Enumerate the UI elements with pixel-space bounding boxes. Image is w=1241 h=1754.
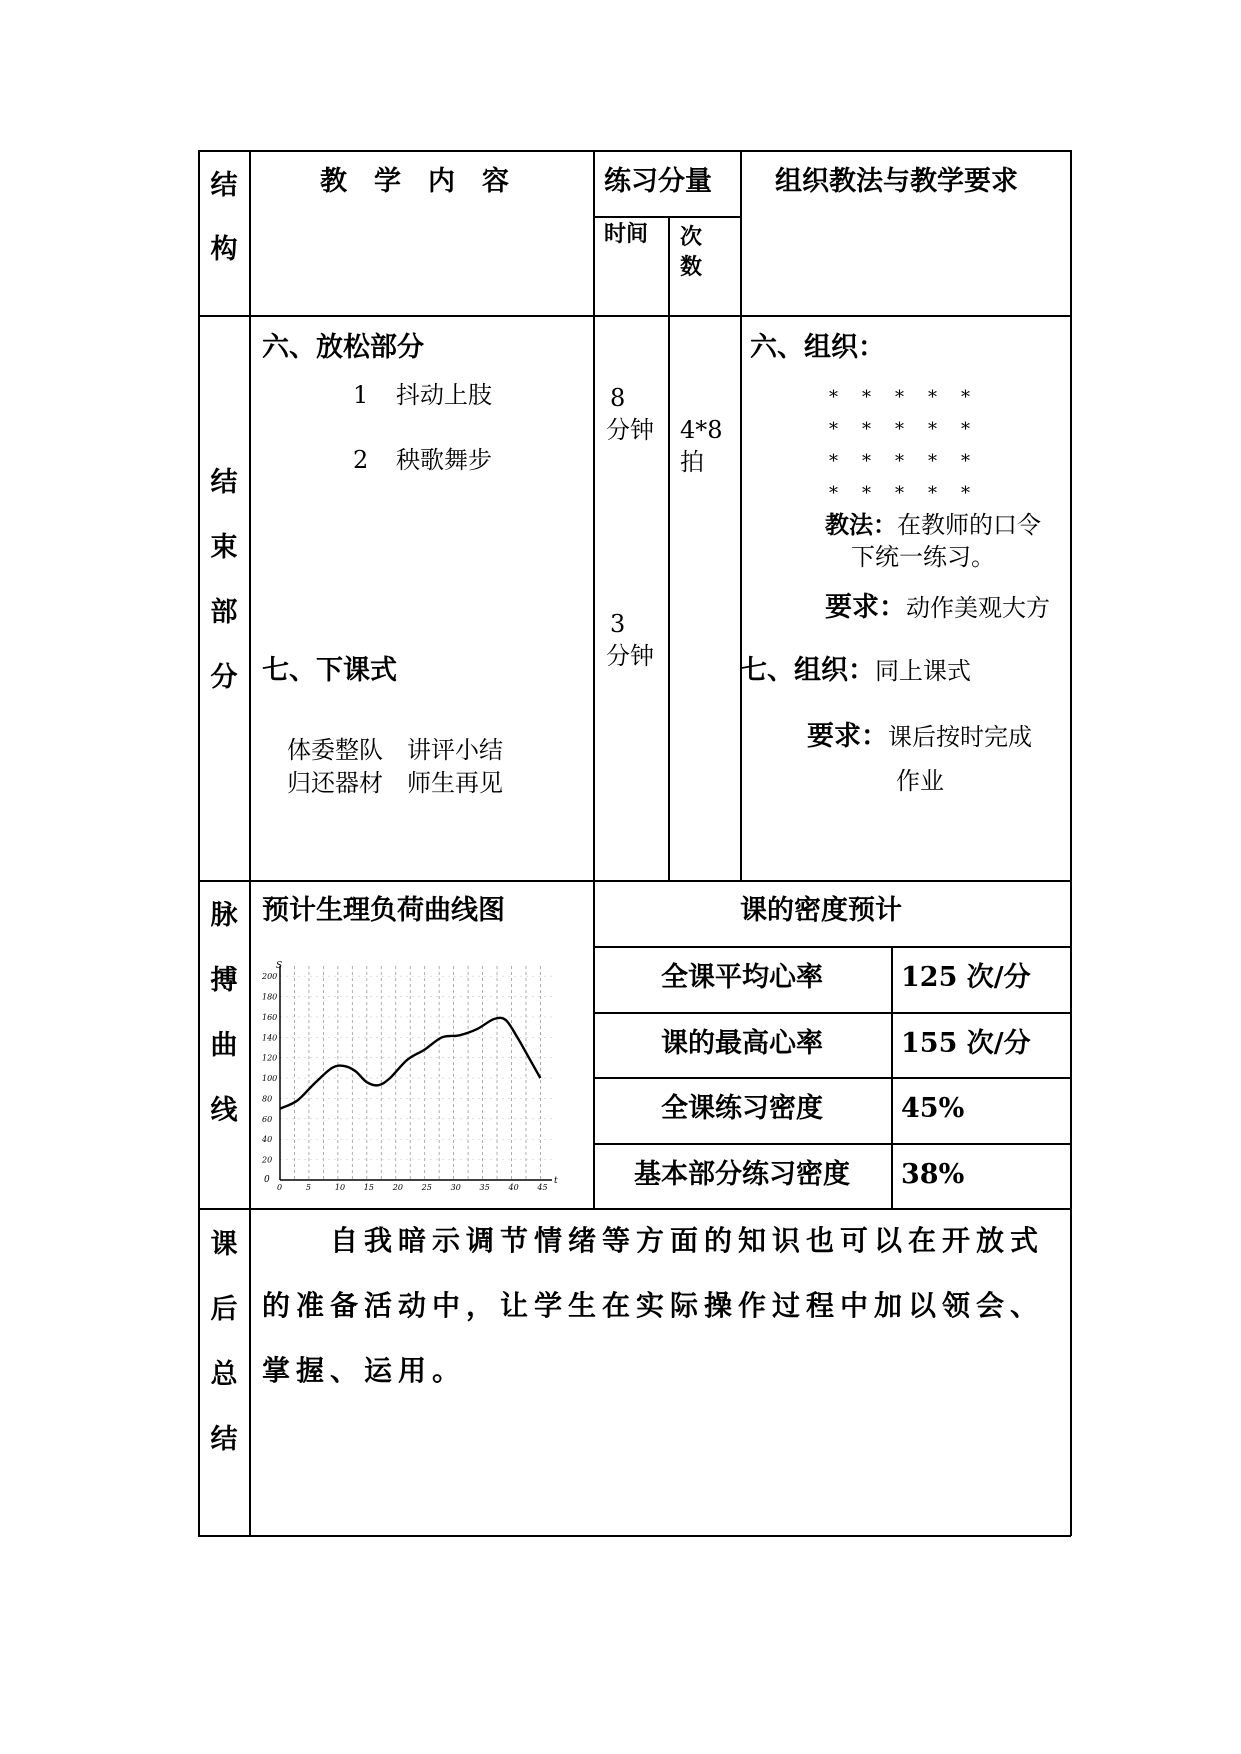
time-header: 时间: [604, 221, 649, 247]
dismiss-title: 七、下课式: [262, 655, 397, 686]
time-column-line: [668, 216, 670, 881]
summary-text: 自我暗示调节情绪等方面的知识也可以在开放式的准备活动中，让学生在实际操作过程中加以领会、掌握、运用。: [262, 1224, 1045, 1387]
x-axis-label: t: [554, 1176, 558, 1186]
density-row-value: 155 次/分: [901, 1028, 1031, 1059]
formation-row: * * * * *: [829, 451, 970, 472]
y-tick-label: 20: [262, 1155, 273, 1165]
x-tick-label: 40: [508, 1183, 519, 1191]
count-column-line: [740, 150, 742, 881]
relax-time: 8 分钟: [606, 384, 654, 444]
density-title-line: [593, 946, 1071, 948]
y-tick-label: 160: [262, 1012, 278, 1022]
end-section-label: 结 束 部 分: [210, 467, 238, 693]
count-header: 次 数: [680, 224, 703, 280]
relax-item-1: 抖动上肢: [396, 381, 492, 409]
y-axis-label: S: [276, 961, 283, 971]
org6-title: 六、组织：: [750, 332, 885, 363]
x-tick-label: 5: [305, 1183, 312, 1191]
req7-line-2: 作业: [896, 767, 944, 795]
x-tick-label: 15: [363, 1183, 374, 1191]
density-row-line-1: [593, 1012, 1071, 1014]
formation-row: * * * * *: [829, 483, 970, 504]
amount-split-line: [593, 216, 741, 218]
method-header: 组织教法与教学要求: [775, 166, 1018, 197]
density-row-value: 45%: [901, 1093, 965, 1124]
y-tick-label: 140: [262, 1033, 278, 1043]
method-line-1: 教法：在教师的口令: [825, 510, 1041, 539]
end-section-bottom-line: [198, 880, 1071, 882]
chart-grid: [280, 966, 552, 1180]
pulse-section-label: 脉 搏 曲 线: [210, 900, 238, 1126]
x-tick-label: 10: [334, 1183, 346, 1191]
y-tick-label: 40: [262, 1135, 273, 1145]
label-column-line: [249, 150, 251, 1536]
y-tick-label: 180: [262, 992, 278, 1002]
x-tick-label: 35: [479, 1183, 490, 1191]
heart-rate-curve-chart: [258, 958, 560, 1191]
table-border-right: [1070, 150, 1072, 1536]
x-tick-label: 25: [421, 1183, 432, 1191]
dismiss-item-1: 体委整队 讲评小结: [287, 736, 503, 764]
density-row-name: 课的最高心率: [661, 1028, 823, 1059]
req7-line-1: 要求：课后按时完成: [807, 721, 1032, 752]
table-border-top: [198, 150, 1071, 152]
table-border-bottom: [198, 1535, 1071, 1537]
relax-item-num-2: 2: [353, 446, 369, 474]
relax-item-2: 秧歌舞步: [396, 446, 492, 474]
content-header: 教 学 内 容: [320, 166, 509, 197]
relax-title: 六、放松部分: [262, 332, 424, 363]
dismiss-time: 3 分钟: [606, 610, 654, 670]
method-line-2: 下统一练习。: [851, 543, 995, 571]
formation-row: * * * * *: [829, 419, 970, 440]
y-tick-label: 60: [262, 1114, 273, 1124]
x-tick-label: 45: [537, 1183, 548, 1191]
curve-title: 预计生理负荷曲线图: [262, 895, 505, 926]
density-row-line-2: [593, 1077, 1071, 1079]
y-tick-label: 120: [262, 1053, 278, 1063]
req6-line: 要求：动作美观大方: [825, 592, 1050, 623]
density-row-value: 125 次/分: [901, 962, 1031, 993]
chart-tick-labels: [261, 961, 558, 1191]
x-tick-label: 30: [450, 1183, 461, 1191]
structure-header: 结 构: [210, 170, 238, 265]
density-row-line-3: [593, 1143, 1071, 1145]
formation-diagram: [829, 382, 994, 510]
density-title: 课的密度预计: [740, 895, 902, 926]
y-tick-label: 100: [262, 1074, 278, 1084]
y-tick-label: 80: [262, 1094, 273, 1104]
density-row-name: 基本部分练习密度: [634, 1159, 850, 1190]
x-tick-label: 0: [277, 1183, 283, 1191]
x-tick-label: 20: [392, 1183, 403, 1191]
amount-header: 练习分量: [604, 166, 712, 197]
dismiss-item-2: 归还器材 师生再见: [287, 769, 503, 797]
density-row-value: 38%: [901, 1159, 965, 1190]
density-row-name: 全课平均心率: [661, 962, 823, 993]
relax-count: 4*8 拍: [680, 416, 723, 476]
density-row-name: 全课练习密度: [661, 1093, 823, 1124]
y-tick-label: 200: [262, 972, 278, 982]
header-bottom-line: [198, 315, 1071, 317]
relax-item-num-1: 1: [353, 381, 369, 409]
org7-line: 七、组织：同上课式: [740, 655, 971, 686]
formation-row: * * * * *: [829, 387, 970, 408]
y-tick-label: 0: [264, 1175, 270, 1185]
density-value-column-line: [891, 946, 893, 1209]
summary-section-label: 课 后 总 结: [210, 1229, 238, 1455]
